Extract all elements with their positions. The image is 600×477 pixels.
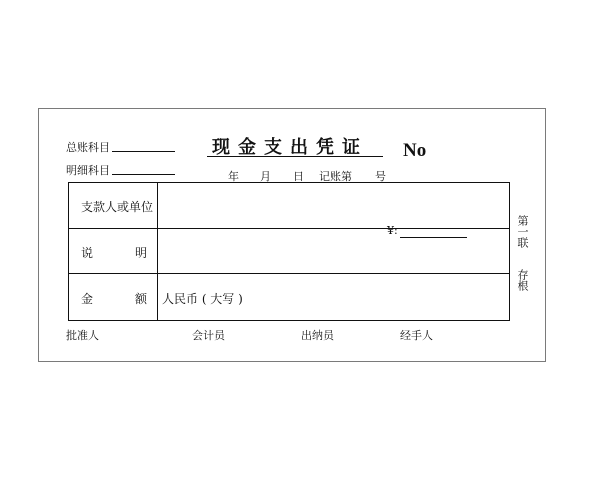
cash-disbursement-voucher bbox=[38, 108, 546, 362]
table-row-divider bbox=[69, 228, 509, 229]
year-label: 年 bbox=[228, 170, 239, 183]
rmb-capital-label: 人民币 ( 大写 ) bbox=[162, 292, 243, 306]
payee-label: 支款人或单位 bbox=[81, 200, 154, 214]
number-label: 号 bbox=[375, 170, 386, 183]
voucher-table bbox=[68, 182, 510, 321]
cashier-label: 出纳员 bbox=[301, 329, 334, 342]
title-underline bbox=[207, 156, 383, 157]
voucher-number-mark: No bbox=[403, 140, 427, 161]
amount-label-char: 金 bbox=[81, 292, 94, 306]
amount-label-char: 额 bbox=[134, 292, 147, 306]
approver-label: 批准人 bbox=[66, 329, 99, 342]
stub-label: 存根 bbox=[516, 269, 529, 291]
table-row-divider bbox=[69, 273, 509, 274]
yen-blank-line bbox=[400, 237, 467, 238]
table-column-divider bbox=[157, 183, 158, 320]
yen-label: ¥: bbox=[387, 224, 398, 237]
day-label: 日 bbox=[293, 170, 304, 183]
general-ledger-label: 总账科目 bbox=[66, 141, 110, 154]
description-label-char: 说 bbox=[81, 246, 94, 260]
general-ledger-blank-line bbox=[112, 151, 175, 152]
amount-label bbox=[81, 290, 147, 307]
accountant-label: 会计员 bbox=[192, 329, 225, 342]
voucher-title: 现金支出凭证 bbox=[212, 137, 368, 158]
detail-ledger-blank-line bbox=[112, 174, 175, 175]
description-label-char: 明 bbox=[134, 246, 147, 260]
bookkeeping-label: 记账第 bbox=[319, 170, 352, 183]
detail-ledger-label: 明细科目 bbox=[66, 164, 110, 177]
handler-label: 经手人 bbox=[400, 329, 433, 342]
copy-label: 第一联 bbox=[516, 215, 529, 248]
month-label: 月 bbox=[260, 170, 271, 183]
description-label bbox=[81, 244, 147, 261]
